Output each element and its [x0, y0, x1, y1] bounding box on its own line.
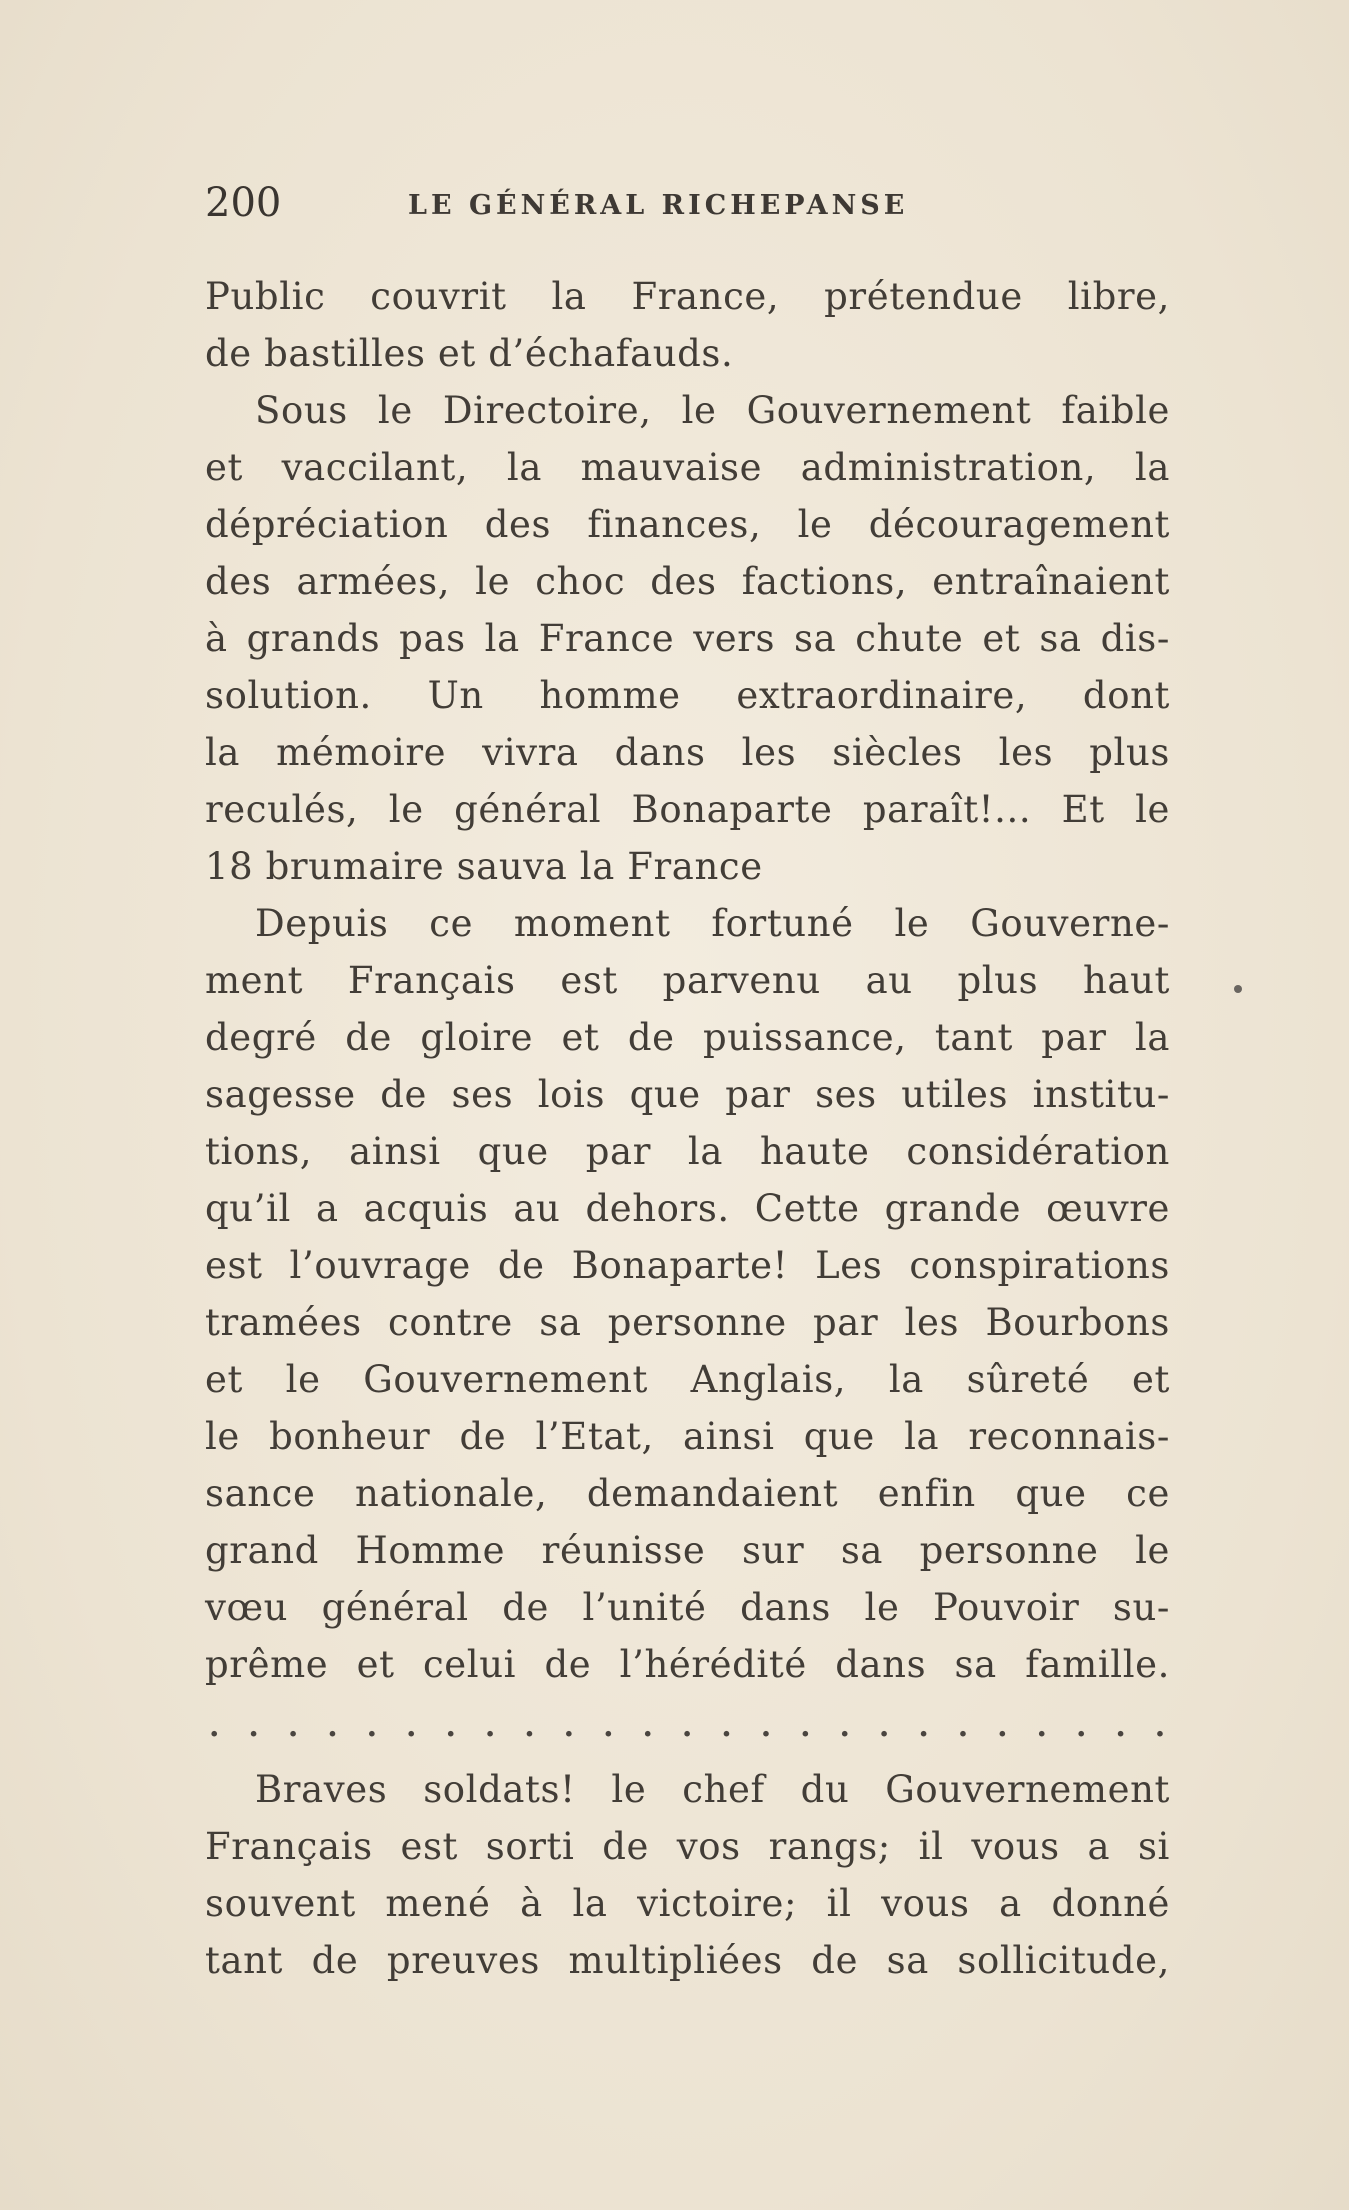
text-line: degré de gloire et de puissance, tant par la	[205, 1016, 1170, 1059]
running-title: LE GÉNÉRAL RICHEPANSE	[408, 190, 909, 221]
text-line: grand Homme réunisse sur sa personne le	[205, 1529, 1170, 1572]
separator-dot: .	[327, 1709, 339, 1744]
text-line: vœu général de l’unité dans le Pouvoir su-	[205, 1586, 1170, 1629]
text-line: et le Gouvernement Anglais, la sûreté et	[205, 1358, 1170, 1401]
separator-dot: .	[603, 1709, 615, 1744]
separator-dot: .	[445, 1709, 457, 1744]
text-line: Sous le Directoire, le Gouvernement faible	[255, 389, 1170, 432]
text-line: tant de preuves multipliées de sa sollicitude,	[205, 1939, 1170, 1982]
separator-dot: .	[248, 1709, 260, 1744]
separator-dot: .	[800, 1709, 812, 1744]
text-line: Braves soldats! le chef du Gouvernement	[255, 1768, 1170, 1811]
text-line: la mémoire vivra dans les siècles les plus	[205, 731, 1170, 774]
separator-dot: .	[721, 1709, 733, 1744]
section-separator	[205, 1693, 1170, 1761]
separator-dot: .	[681, 1709, 693, 1744]
text-line: est l’ouvrage de Bonaparte! Les conspirations	[205, 1244, 1170, 1287]
separator-dot: .	[997, 1709, 1009, 1744]
text-line: tions, ainsi que par la haute considération	[205, 1130, 1170, 1173]
text-line: reculés, le général Bonaparte paraît!... Et le	[205, 788, 1170, 831]
separator-dot: .	[642, 1709, 654, 1744]
separator-dot: .	[484, 1709, 496, 1744]
page-number: 200	[205, 180, 282, 226]
separator-dot: .	[918, 1709, 930, 1744]
separator-dot: .	[563, 1709, 575, 1744]
text-line: solution. Un homme extraordinaire, dont	[205, 674, 1170, 717]
separator-dot: .	[1115, 1709, 1127, 1744]
separator-dot: .	[1075, 1709, 1087, 1744]
text-line: tramées contre sa personne par les Bourbons	[205, 1301, 1170, 1344]
separator-dot: .	[524, 1709, 536, 1744]
text-line: sance nationale, demandaient enfin que ce	[205, 1472, 1170, 1515]
separator-dot: .	[839, 1709, 851, 1744]
separator-dot: .	[957, 1709, 969, 1744]
separator-dot: .	[1036, 1709, 1048, 1744]
text-line: qu’il a acquis au dehors. Cette grande œuvre	[205, 1187, 1170, 1230]
body-text	[205, 268, 1170, 1989]
page-header	[205, 180, 1170, 230]
text-line: à grands pas la France vers sa chute et sa dis-	[205, 617, 1170, 660]
separator-dot: .	[1154, 1709, 1166, 1744]
separator-dot: .	[209, 1709, 221, 1744]
ink-speck	[1234, 985, 1242, 993]
text-line: souvent mené à la victoire; il vous a donné	[205, 1882, 1170, 1925]
text-line: Public couvrit la France, prétendue libre,	[205, 275, 1170, 318]
text-line: et vaccilant, la mauvaise administration, la	[205, 446, 1170, 489]
text-line: de bastilles et d’échafauds.	[205, 332, 734, 375]
text-line: des armées, le choc des factions, entraînaient	[205, 560, 1170, 603]
text-line: ment Français est parvenu au plus haut	[205, 959, 1170, 1002]
text-line: 18 brumaire sauva la France	[205, 845, 763, 888]
text-line: sagesse de ses lois que par ses utiles institu-	[205, 1073, 1170, 1116]
separator-dot: .	[878, 1709, 890, 1744]
text-line: prême et celui de l’hérédité dans sa famille.	[205, 1643, 1170, 1686]
text-line: Français est sorti de vos rangs; il vous a si	[205, 1825, 1170, 1868]
separator-dot: .	[366, 1709, 378, 1744]
text-line: le bonheur de l’Etat, ainsi que la reconnais-	[205, 1415, 1170, 1458]
text-line: Depuis ce moment fortuné le Gouverne-	[255, 902, 1170, 945]
separator-dot: .	[287, 1709, 299, 1744]
separator-dot: .	[406, 1709, 418, 1744]
separator-dot: .	[760, 1709, 772, 1744]
text-line: dépréciation des finances, le découragement	[205, 503, 1170, 546]
